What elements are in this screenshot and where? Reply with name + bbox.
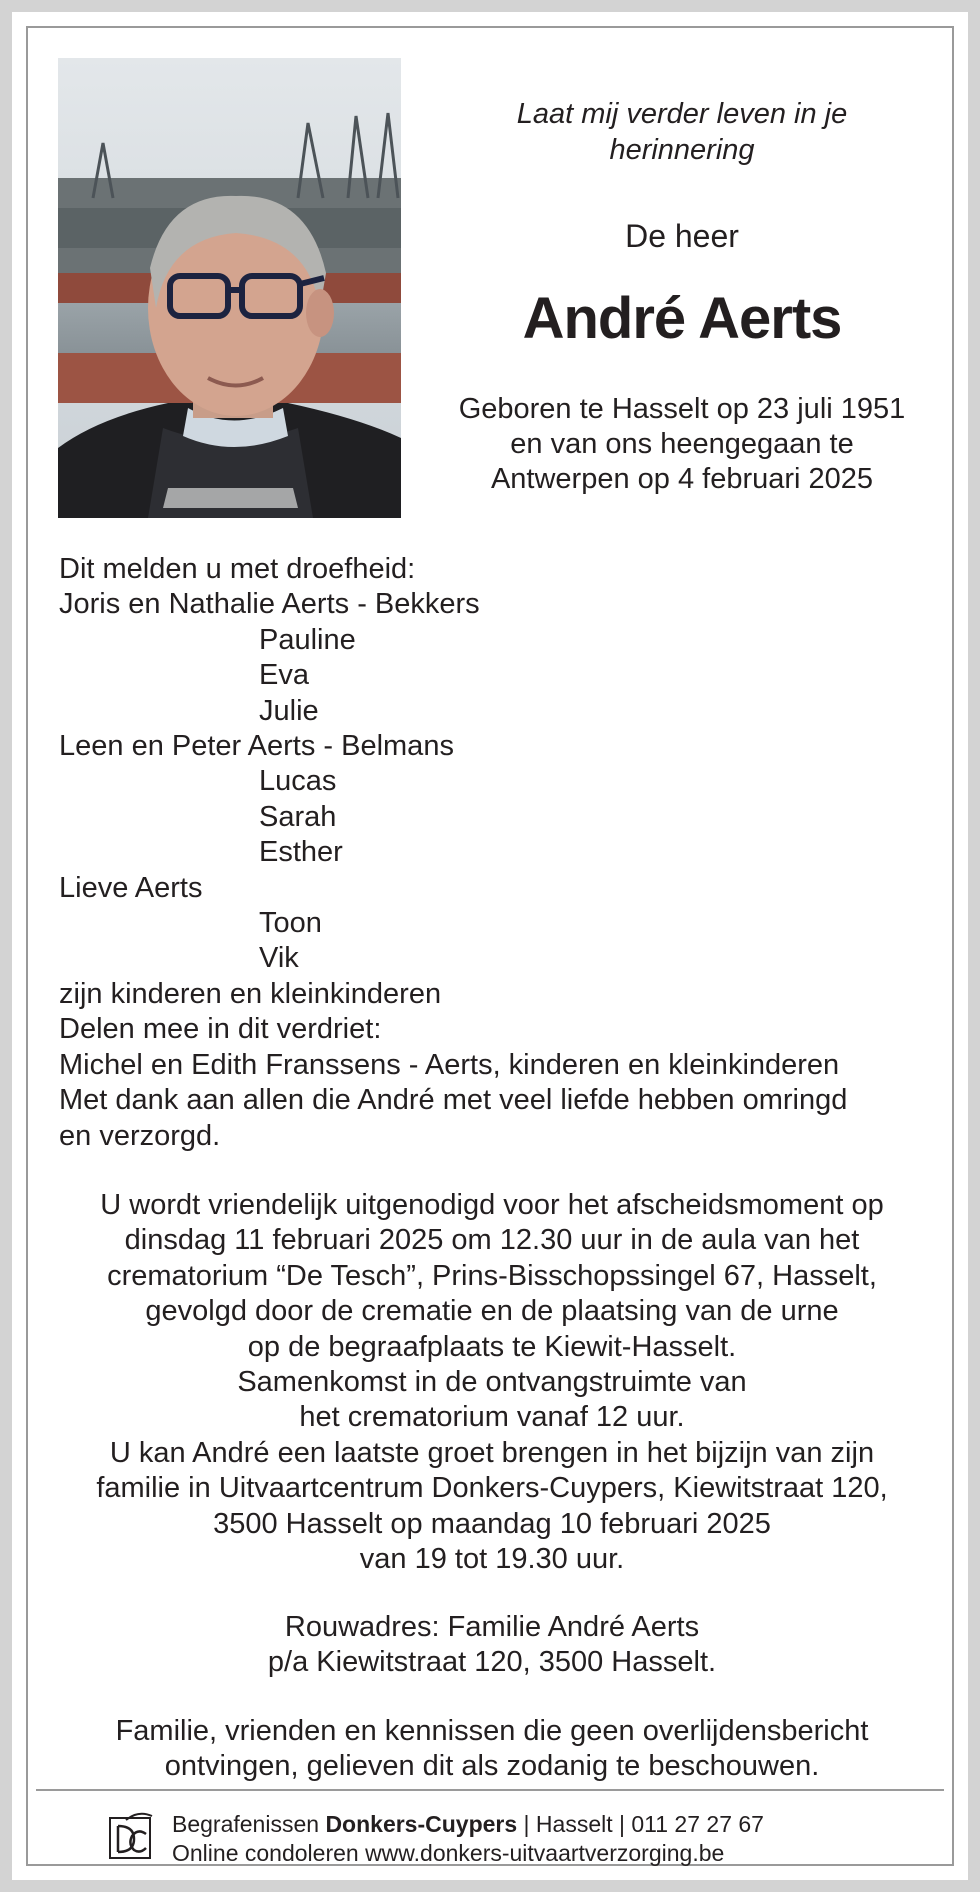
footer-online-condolences[interactable]: Online condoleren www.donkers-uitvaartverzorging.be: [172, 1840, 725, 1866]
family-intro: Dit melden u met droefheid:: [59, 553, 416, 585]
thanks-line: en verzorgd.: [59, 1119, 221, 1152]
announcement-line: Samenkomst in de ontvangstruimte van: [237, 1366, 747, 1399]
share-intro: Delen mee in dit verdriet:: [59, 1013, 382, 1046]
deceased-name: André Aerts: [522, 286, 842, 351]
family-child: Lucas: [259, 765, 337, 798]
footer-text: [172, 1810, 764, 1868]
family-parents: Leen en Peter Aerts - Belmans: [59, 730, 454, 763]
motto: [412, 96, 952, 168]
family-child: Eva: [259, 659, 309, 692]
obituary-card: [12, 12, 968, 1880]
ceremony-announcement: [52, 1188, 932, 1577]
announcement-line: het crematorium vanaf 12 uur.: [299, 1401, 685, 1434]
dates-line: en van ons heengegaan te: [510, 428, 854, 460]
closing-note: [52, 1714, 932, 1784]
share-family: Michel en Edith Franssens - Aerts, kinderen en kleinkinderen: [59, 1048, 840, 1081]
motto-line: herinnering: [609, 134, 755, 166]
announcement-line: crematorium “De Tesch”, Prins-Bisschopssingel 67, Hasselt,: [107, 1259, 877, 1292]
family-parents: Lieve Aerts: [59, 871, 203, 904]
footer-prefix: Begrafenissen: [172, 1811, 326, 1837]
footer-company-line: [172, 1810, 764, 1839]
family-child: Pauline: [259, 623, 356, 656]
announcement-line: 3500 Hasselt op maandag 10 februari 2025: [213, 1507, 771, 1540]
announcement-line: van 19 tot 19.30 uur.: [359, 1543, 625, 1576]
portrait-photo: [58, 58, 401, 518]
family-child: Sarah: [259, 800, 337, 833]
footer-divider: [36, 1789, 944, 1791]
family-child: Vik: [259, 942, 299, 975]
footer-company-name: Donkers-Cuypers: [325, 1811, 518, 1837]
announcement-line: gevolgd door de crematie en de plaatsing van de urne: [145, 1295, 839, 1328]
address-line: p/a Kiewitstraat 120, 3500 Hasselt.: [267, 1646, 717, 1678]
closing-line: Familie, vrienden en kennissen die geen overlijdensbericht: [115, 1715, 869, 1747]
dates-line: Antwerpen op 4 februari 2025: [490, 463, 874, 495]
announcement-line: dinsdag 11 februari 2025 om 12.30 uur in de aula van het: [124, 1224, 860, 1257]
address-line: Rouwadres: Familie André Aerts: [284, 1611, 700, 1643]
mourning-address: [52, 1610, 932, 1680]
funeral-home-logo-icon: [108, 1812, 154, 1860]
motto-line: Laat mij verder leven in je: [516, 98, 848, 130]
family-list: [59, 552, 939, 1154]
announcement-line: U wordt vriendelijk uitgenodigd voor het afscheidsmoment op: [100, 1189, 884, 1221]
salutation: De heer: [625, 218, 739, 254]
family-parents: Joris en Nathalie Aerts - Bekkers: [59, 588, 480, 621]
header-text: [412, 58, 952, 497]
family-child: Julie: [259, 694, 319, 727]
footer-contact: | Hasselt | 011 27 27 67: [517, 1811, 764, 1837]
closing-line: ontvingen, gelieven dit als zodanig te beschouwen.: [164, 1750, 820, 1782]
announcement-line: familie in Uitvaartcentrum Donkers-Cuypers, Kiewitstraat 120,: [96, 1472, 888, 1505]
family-relation: zijn kinderen en kleinkinderen: [59, 977, 442, 1010]
dates-line: Geboren te Hasselt op 23 juli 1951: [458, 393, 906, 425]
thanks-line: Met dank aan allen die André met veel liefde hebben omringd: [59, 1084, 848, 1117]
announcement-line: U kan André een laatste groet brengen in het bijzijn van zijn: [109, 1436, 875, 1469]
announcement-line: op de begraafplaats te Kiewit-Hasselt.: [247, 1330, 737, 1363]
birth-death-dates: [412, 392, 952, 497]
family-child: Esther: [259, 836, 343, 869]
family-child: Toon: [259, 907, 322, 940]
